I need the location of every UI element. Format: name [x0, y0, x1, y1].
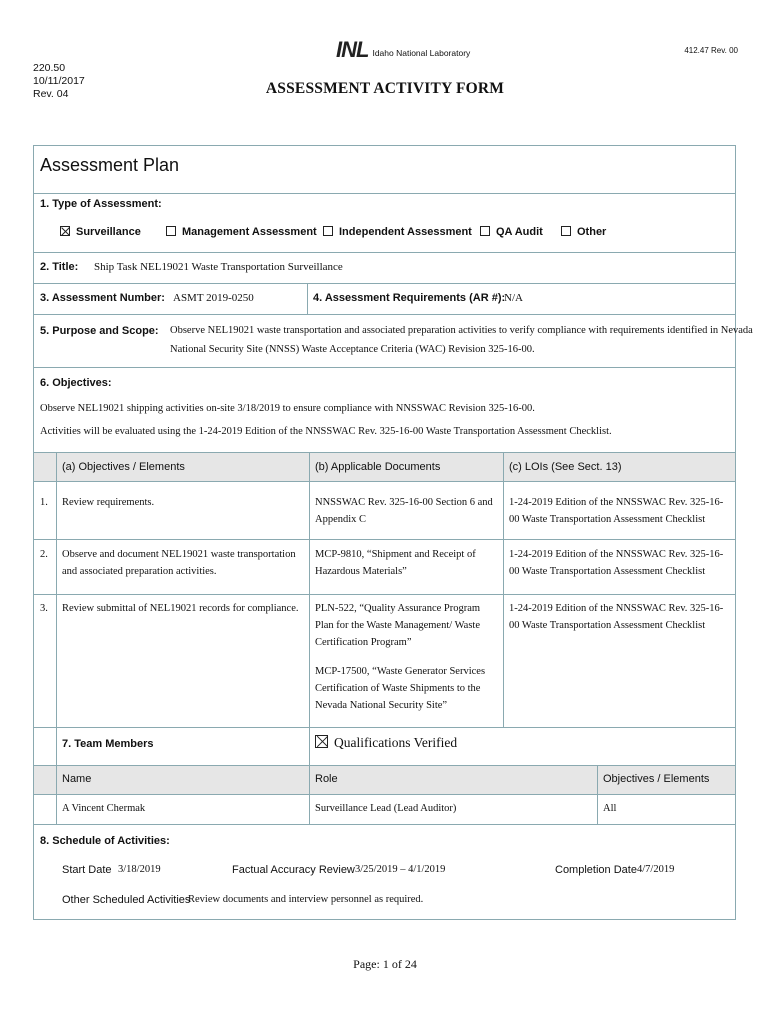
other-checkbox[interactable]: [561, 226, 571, 236]
team-members-label: 7. Team Members: [62, 738, 154, 750]
start-date-label: Start Date: [62, 864, 112, 876]
option-qa-audit[interactable]: QA Audit: [480, 226, 543, 238]
col-header-documents: (b) Applicable Documents: [315, 461, 441, 473]
row-2-number: 2.: [40, 549, 48, 560]
doc-date: 10/11/2017: [33, 75, 85, 87]
option-management-assessment[interactable]: Management Assessment: [166, 226, 317, 238]
row-1-number: 1.: [40, 497, 48, 508]
logo-text: Idaho National Laboratory: [372, 48, 471, 58]
purpose-scope-label: 5. Purpose and Scope:: [40, 325, 159, 337]
row-2-lois: 1-24-2019 Edition of the NNSSWAC Rev. 325-16-00 Waste Transportation Assessment Checklist: [509, 549, 724, 577]
section-heading: Assessment Plan: [40, 155, 180, 175]
inl-logo: [336, 37, 470, 63]
row-1-lois: 1-24-2019 Edition of the NNSSWAC Rev. 325-16-00 Waste Transportation Assessment Checklist: [509, 497, 724, 525]
qualifications-verified[interactable]: Qualifications Verified: [315, 735, 457, 751]
col-header-lois: (c) LOIs (See Sect. 13): [509, 461, 622, 473]
assessment-number-value[interactable]: ASMT 2019-0250: [173, 292, 254, 304]
management-assessment-checkbox[interactable]: [166, 226, 176, 236]
assessment-number-label: 3. Assessment Number:: [40, 292, 165, 304]
objectives-label: 6. Objectives:: [40, 377, 112, 389]
member-objectives: All: [603, 803, 617, 814]
objectives-line-2: Activities will be evaluated using the 1-24-2019 Edition of the NNSSWAC Rev. 325-16-00 Waste Transportation Assessment Checklist.: [40, 426, 612, 437]
team-col-objectives: Objectives / Elements: [603, 773, 710, 785]
team-col-role: Role: [315, 773, 338, 785]
team-col-name: Name: [62, 773, 92, 785]
doc-number: 220.50: [33, 62, 66, 74]
purpose-scope-line-2: National Security Site (NNSS) Waste Acceptance Criteria (WAC) Revision 325-16-00.: [170, 344, 535, 355]
objectives-line-1: Observe NEL19021 shipping activities on-site 3/18/2019 to ensure compliance with NNSSWAC Revision 325-16-00.: [40, 403, 535, 414]
page-number: Page: 1 of 24: [353, 957, 417, 971]
factual-accuracy-label: Factual Accuracy Review: [232, 864, 355, 876]
title-label: 2. Title:: [40, 261, 79, 273]
row-3-documents: PLN-522, “Quality Assurance Program Plan for the Waste Management/ Waste Certification Program”: [315, 603, 481, 648]
surveillance-checkbox[interactable]: [60, 226, 70, 236]
assessment-requirements-value[interactable]: N/A: [504, 292, 523, 304]
row-3-documents-2: MCP-17500, “Waste Generator Services Certification of Waste Shipments to the Nevada National Security Site”: [315, 666, 486, 711]
row-3-number: 3.: [40, 603, 48, 614]
member-role: Surveillance Lead (Lead Auditor): [315, 803, 457, 814]
row-3-element: Review submittal of NEL19021 records for compliance.: [62, 603, 299, 614]
row-3-lois: 1-24-2019 Edition of the NNSSWAC Rev. 325-16-00 Waste Transportation Assessment Checklist: [509, 603, 724, 631]
other-activities-value[interactable]: Review documents and interview personnel as required.: [188, 894, 424, 905]
start-date-value[interactable]: 3/18/2019: [118, 864, 161, 875]
title-value[interactable]: Ship Task NEL19021 Waste Transportation Surveillance: [94, 261, 343, 273]
row-2-documents: MCP-9810, “Shipment and Receipt of Hazardous Materials”: [315, 549, 476, 577]
assessment-requirements-label: 4. Assessment Requirements (AR #):: [313, 292, 506, 304]
logo-mark: INL: [336, 37, 369, 62]
schedule-label: 8. Schedule of Activities:: [40, 835, 170, 847]
option-independent-assessment[interactable]: Independent Assessment: [323, 226, 472, 238]
row-1-element: Review requirements.: [62, 497, 155, 508]
qa-audit-checkbox[interactable]: [480, 226, 490, 236]
option-other[interactable]: Other: [561, 226, 606, 238]
other-activities-label: Other Scheduled Activities: [62, 894, 191, 906]
member-name: A Vincent Chermak: [62, 803, 146, 814]
qualifications-checkbox[interactable]: [315, 735, 328, 748]
option-surveillance[interactable]: Surveillance: [60, 226, 141, 238]
form-title: ASSESSMENT ACTIVITY FORM: [265, 80, 505, 97]
row-1-documents: NNSSWAC Rev. 325-16-00 Section 6 and Appendix C: [315, 497, 493, 525]
type-of-assessment-label: 1. Type of Assessment:: [40, 198, 162, 210]
form-revision: 412.47 Rev. 00: [684, 46, 738, 55]
purpose-scope-line-1: Observe NEL19021 waste transportation and associated preparation activities to verify compliance with requirements identified in Nevada: [170, 325, 753, 336]
factual-accuracy-value[interactable]: 3/25/2019 – 4/1/2019: [355, 864, 446, 875]
col-header-objectives: (a) Objectives / Elements: [62, 461, 185, 473]
independent-assessment-checkbox[interactable]: [323, 226, 333, 236]
completion-date-label: Completion Date: [555, 864, 637, 876]
doc-revision: Rev. 04: [33, 88, 69, 100]
completion-date-value[interactable]: 4/7/2019: [637, 864, 675, 875]
row-2-element: Observe and document NEL19021 waste transportation and associated preparation activities.: [62, 549, 296, 577]
